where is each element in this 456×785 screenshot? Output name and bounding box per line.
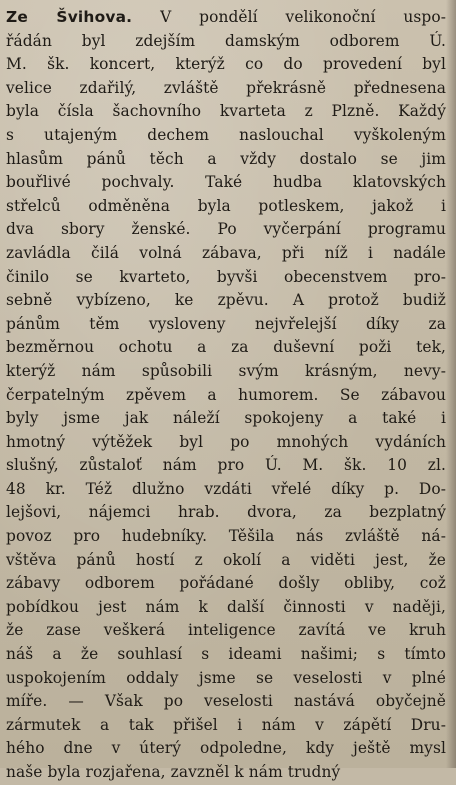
article-line: bezměrnou ochotu a za duševní poži tek, bbox=[6, 338, 446, 357]
article-heading: Ze Švihova. bbox=[6, 8, 133, 26]
article-line: povoz pro hudebníky. Těšila nás zvláště ná- bbox=[6, 527, 446, 546]
article-line: zábavy odborem pořádané došly obliby, což bbox=[6, 574, 446, 593]
article-line: 48 kr. Též dlužno vzdáti vřelé díky p. Do- bbox=[6, 479, 446, 498]
article-line: že zase veškerá inteligence zavítá ve kruh bbox=[6, 621, 446, 640]
article-line: zármutek a tak přišel i nám v zápětí Dru- bbox=[6, 715, 446, 734]
article-line: čerpatelným zpěvem a humorem. Se zábavou bbox=[6, 385, 446, 404]
article-line: střelců odměněna byla potleskem, jakož i bbox=[6, 196, 446, 215]
article-line: s utajeným dechem naslouchal vyškoleným bbox=[6, 125, 446, 144]
article-line: M. šk. koncert, kterýž co do provedení byl bbox=[6, 55, 446, 74]
article-line: řádán byl zdejším damským odborem Ú. bbox=[6, 31, 446, 50]
article-line: sebně vybízeno, ke zpěvu. A protož budiž bbox=[6, 291, 446, 310]
article-line: hlasům pánů těch a vždy dostalo se jim bbox=[6, 149, 446, 168]
article-line-text: V pondělí velikonoční uspo- bbox=[160, 8, 446, 26]
article-line: vštěva pánů hostí z okolí a viděti jest, že bbox=[6, 550, 446, 569]
article-line: náš a že souhlasí s ideami našimi; s tímto bbox=[6, 645, 446, 664]
article-line: byla čísla šachovního kvarteta z Plzně. Každý bbox=[6, 102, 446, 121]
article-line: naše byla rozjařena, zavzněl k nám trudný bbox=[6, 763, 341, 781]
article-line: byly jsme jak náleží spokojeny a také i bbox=[6, 409, 446, 428]
article-column bbox=[6, 6, 446, 785]
article-line: uspokojením oddaly jsme se veselosti v plné bbox=[6, 668, 446, 687]
article-line: velice zdařilý, zvláště překrásně přednesena bbox=[6, 78, 446, 97]
article-line: kterýž nám spůsobili svým krásným, nevy- bbox=[6, 361, 446, 380]
article-line-1 bbox=[6, 6, 446, 30]
article-line: pobídkou jest nám k další činnosti v naději, bbox=[6, 597, 446, 616]
article-line: hého dne v úterý odpoledne, kdy ještě mysl bbox=[6, 739, 446, 758]
article-line: bouřlivé pochvaly. Také hudba klatovských bbox=[6, 173, 446, 192]
article-line: zavládla čilá volná zábava, při níž i nadále bbox=[6, 243, 446, 262]
article-line: slušný, zůstaloť nám pro Ú. M. šk. 10 zl. bbox=[6, 456, 446, 475]
article-line: hmotný výtěžek byl po mnohých vydáních bbox=[6, 432, 446, 451]
article-line: míře. — Však po veselosti nastává obyčejně bbox=[6, 692, 446, 711]
article-line: činilo se kvarteto, byvši obecenstvem pro- bbox=[6, 267, 446, 286]
article-line: dva sbory ženské. Po vyčerpání programu bbox=[6, 220, 446, 239]
page-edge-shadow bbox=[446, 0, 456, 768]
article-line: lejšovi, nájemci hrab. dvora, za bezplatný bbox=[6, 503, 446, 522]
article-line: pánům těm vysloveny nejvřelejší díky za bbox=[6, 314, 446, 333]
